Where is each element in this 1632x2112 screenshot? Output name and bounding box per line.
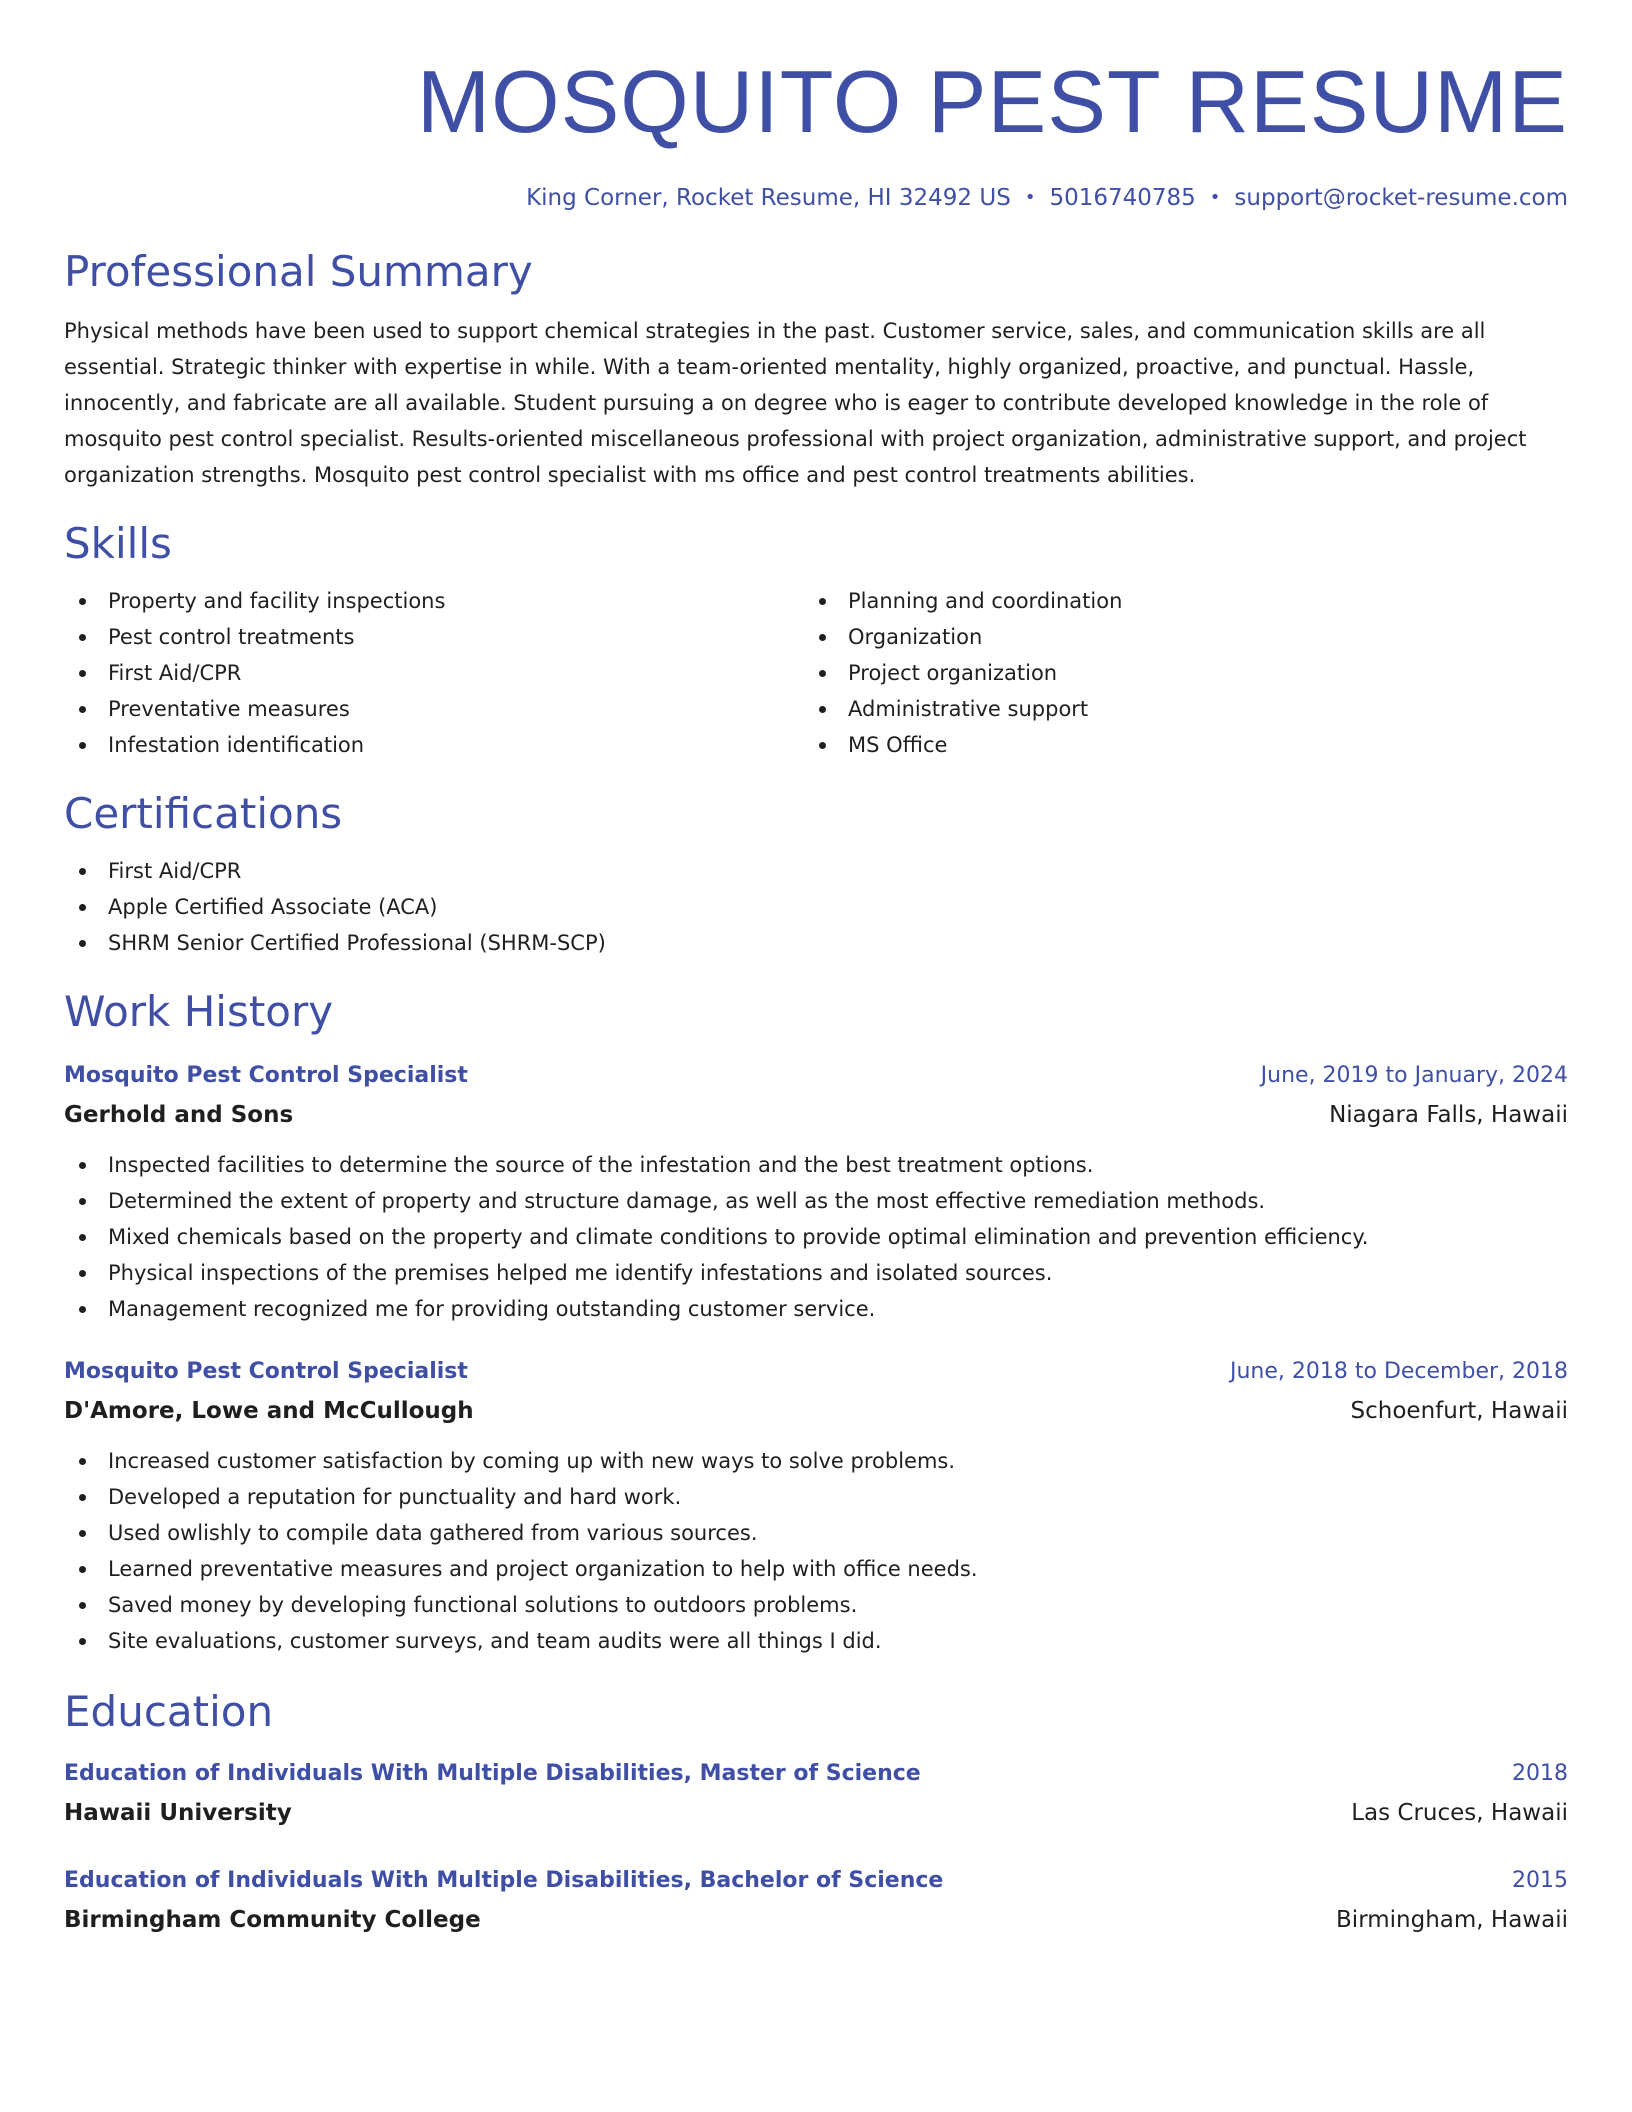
section-title-skills: Skills (64, 519, 172, 568)
education-year: 2018 (1512, 1761, 1568, 1786)
job-bullet: Inspected facilities to determine the source of the infestation and the best treatment options. (64, 1147, 1568, 1183)
job-entry (64, 1357, 1568, 1659)
job-bullet: Management recognized me for providing outstanding customer service. (64, 1291, 1568, 1327)
contact-phone: 5016740785 (1049, 185, 1196, 211)
job-bullets (64, 1147, 1568, 1327)
job-bullet: Physical inspections of the premises helped me identify infestations and isolated sources. (64, 1255, 1568, 1291)
education-location: Birmingham, Hawaii (1336, 1907, 1568, 1933)
job-bullet: Mixed chemicals based on the property and climate conditions to provide optimal elimination and prevention efficiency. (64, 1219, 1568, 1255)
job-bullet: Determined the extent of property and structure damage, as well as the most effective remediation methods. (64, 1183, 1568, 1219)
contact-email: support@rocket-resume.com (1234, 185, 1568, 211)
job-entry (64, 1061, 1568, 1327)
education-year: 2015 (1512, 1868, 1568, 1893)
skill-item: First Aid/CPR (64, 655, 804, 691)
job-bullet: Used owlishly to compile data gathered from various sources. (64, 1515, 1568, 1551)
certification-item: Apple Certified Associate (ACA) (64, 889, 1568, 925)
job-bullet: Site evaluations, customer surveys, and team audits were all things I did. (64, 1623, 1568, 1659)
skill-item: Pest control treatments (64, 619, 804, 655)
skill-item: Infestation identification (64, 727, 804, 763)
job-bullet: Increased customer satisfaction by coming up with new ways to solve problems. (64, 1443, 1568, 1479)
contact-separator: • (1209, 187, 1221, 208)
job-bullet: Saved money by developing functional solutions to outdoors problems. (64, 1587, 1568, 1623)
skill-item: Planning and coordination (804, 583, 1544, 619)
certification-item: First Aid/CPR (64, 853, 1568, 889)
certification-item: SHRM Senior Certified Professional (SHRM-SCP) (64, 925, 1568, 961)
skills-list-left (64, 583, 804, 763)
education-degree: Education of Individuals With Multiple Disabilities, Master of Science (64, 1761, 921, 1786)
section-title-summary: Professional Summary (64, 247, 533, 296)
job-company: D'Amore, Lowe and McCullough (64, 1398, 474, 1424)
job-location: Schoenfurt, Hawaii (1350, 1398, 1568, 1424)
job-location: Niagara Falls, Hawaii (1329, 1102, 1568, 1128)
education-location: Las Cruces, Hawaii (1351, 1800, 1568, 1826)
skill-item: Preventative measures (64, 691, 804, 727)
skills-columns (64, 583, 1568, 763)
section-title-work-history: Work History (64, 987, 334, 1036)
job-title: Mosquito Pest Control Specialist (64, 1063, 468, 1088)
skills-list-right (804, 583, 1544, 763)
section-title-certifications: Certifications (64, 789, 343, 838)
summary-text: Physical methods have been used to support chemical strategies in the past. Customer service, sales, and communication skills are all essential. Strategic thinker with expertise in while. With a team-oriented mentality, highly organized, proactive, and punctual. Hassle, innocently, and fabricate are all available. Student pursuing a on degree who is eager to contribute developed knowledge in the role of mosquito pest control specialist. Results-oriented miscellaneous professional with project organization, administrative support, and project organization strengths. Mosquito pest control specialist with ms office and pest control treatments abilities. (64, 319, 1527, 487)
contact-separator: • (1024, 187, 1036, 208)
job-bullet: Learned preventative measures and project organization to help with office needs. (64, 1551, 1568, 1587)
job-company: Gerhold and Sons (64, 1102, 294, 1128)
education-degree: Education of Individuals With Multiple Disabilities, Bachelor of Science (64, 1868, 944, 1893)
skill-item: Organization (804, 619, 1544, 655)
education-entry (64, 1866, 1568, 1935)
education-school: Hawaii University (64, 1800, 292, 1826)
job-dates: June, 2018 to December, 2018 (1229, 1359, 1568, 1384)
contact-line (64, 183, 1568, 213)
job-title: Mosquito Pest Control Specialist (64, 1359, 468, 1384)
job-bullet: Developed a reputation for punctuality and hard work. (64, 1479, 1568, 1515)
skill-item: Project organization (804, 655, 1544, 691)
skill-item: Administrative support (804, 691, 1544, 727)
skill-item: MS Office (804, 727, 1544, 763)
job-bullets (64, 1443, 1568, 1659)
certifications-list (64, 853, 1568, 961)
job-dates: June, 2019 to January, 2024 (1260, 1063, 1568, 1088)
section-title-education: Education (64, 1687, 274, 1736)
education-school: Birmingham Community College (64, 1907, 481, 1933)
skill-item: Property and facility inspections (64, 583, 804, 619)
resume-name: MOSQUITO PEST RESUME (416, 52, 1568, 151)
contact-address: King Corner, Rocket Resume, HI 32492 US (526, 185, 1011, 211)
education-entry (64, 1759, 1568, 1828)
